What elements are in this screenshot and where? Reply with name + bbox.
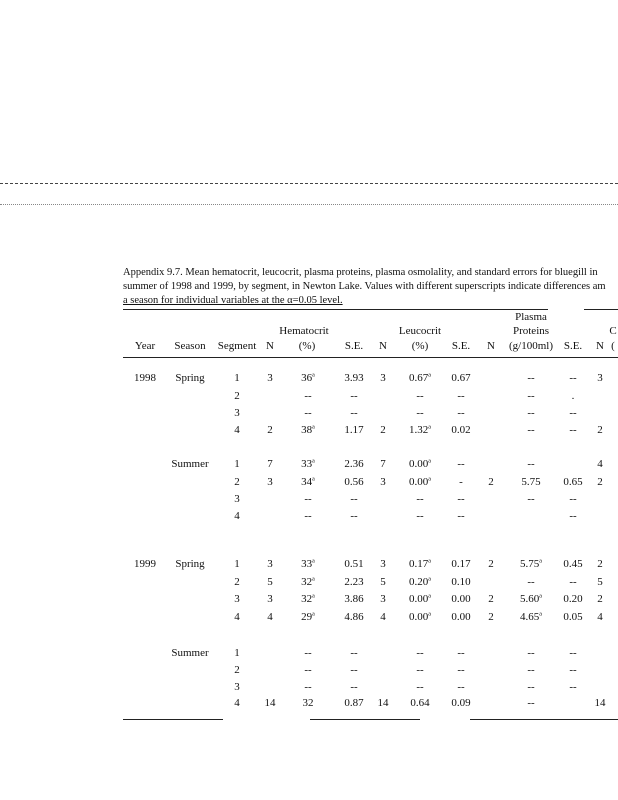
header-se: S.E. bbox=[563, 340, 583, 352]
cell-season: Spring bbox=[175, 372, 205, 384]
cell-leucocrit-n: 14 bbox=[377, 697, 389, 709]
cell-plasma-proteins: -- bbox=[527, 390, 535, 402]
cell-hematocrit-se: -- bbox=[350, 664, 358, 676]
header-year: Year bbox=[134, 340, 156, 352]
cell-leucocrit-se: -- bbox=[457, 510, 465, 522]
cell-segment: 2 bbox=[234, 576, 240, 588]
cell-segment: 3 bbox=[234, 493, 240, 505]
cell-plasma-proteins: -- bbox=[527, 697, 535, 709]
header-plasma-proteins: Proteins bbox=[512, 325, 550, 337]
cell-hematocrit: 32 bbox=[302, 697, 314, 709]
header-top-rule bbox=[123, 309, 548, 310]
cell-leucocrit-se: 0.09 bbox=[451, 697, 471, 709]
cell-hematocrit-se: 1.17 bbox=[344, 424, 364, 436]
header-segment: Segment bbox=[217, 340, 257, 352]
cell-hematocrit-se: 2.23 bbox=[344, 576, 364, 588]
cell-leucocrit: 0.00$^a$ bbox=[409, 593, 431, 605]
header-osmolality-unit-partial: ( bbox=[611, 340, 615, 352]
superscript-letter: a bbox=[312, 611, 315, 618]
cell-plasma-proteins: 5.75 bbox=[521, 476, 541, 488]
cell-plasma-se: 0.05 bbox=[563, 611, 583, 623]
cell-hematocrit: 33$^a$ bbox=[301, 558, 315, 570]
cell-leucocrit-se: 0.10 bbox=[451, 576, 471, 588]
cell-plasma-se: -- bbox=[569, 664, 577, 676]
caption-line: Appendix 9.7. Mean hematocrit, leucocrit, plasma proteins, plasma osmolality, and standard errors for bluegill in bbox=[123, 267, 598, 278]
cell-plasma-se: -- bbox=[569, 424, 577, 436]
cell-plasma-n: 2 bbox=[488, 558, 494, 570]
cell-osmolality-n: 2 bbox=[597, 476, 603, 488]
cell-plasma-proteins: -- bbox=[527, 576, 535, 588]
cell-plasma-proteins: -- bbox=[527, 664, 535, 676]
cell-season: Spring bbox=[175, 558, 205, 570]
table-caption bbox=[123, 266, 618, 308]
cell-leucocrit: -- bbox=[416, 647, 424, 659]
cell-hematocrit-se: 3.86 bbox=[344, 593, 364, 605]
superscript-letter: a bbox=[312, 558, 315, 565]
cell-hematocrit-se: 0.51 bbox=[344, 558, 364, 570]
superscript-letter: a bbox=[428, 372, 431, 379]
cell-hematocrit: 32$^a$ bbox=[301, 593, 315, 605]
cell-hematocrit-se: -- bbox=[350, 681, 358, 693]
superscript-letter: a bbox=[539, 593, 542, 600]
cell-leucocrit: 0.20$^a$ bbox=[409, 576, 431, 588]
cell-plasma-se: -- bbox=[569, 681, 577, 693]
cell-segment: 2 bbox=[234, 390, 240, 402]
cell-plasma-proteins: -- bbox=[527, 458, 535, 470]
cell-plasma-proteins: 5.60$^a$ bbox=[520, 593, 542, 605]
cell-plasma-proteins: 5.75$^a$ bbox=[520, 558, 542, 570]
cell-segment: 2 bbox=[234, 476, 240, 488]
cell-leucocrit-se: 0.00 bbox=[451, 593, 471, 605]
cell-plasma-n: 2 bbox=[488, 476, 494, 488]
cell-plasma-proteins: -- bbox=[527, 424, 535, 436]
cell-osmolality-n: 2 bbox=[597, 593, 603, 605]
cell-hematocrit-se: -- bbox=[350, 493, 358, 505]
cell-segment: 1 bbox=[234, 458, 240, 470]
header-osmolality-partial: C bbox=[609, 325, 617, 337]
cell-hematocrit-se: -- bbox=[350, 647, 358, 659]
cell-hematocrit-n: 4 bbox=[267, 611, 273, 623]
cell-leucocrit-se: -- bbox=[457, 664, 465, 676]
cell-year: 1999 bbox=[134, 558, 156, 570]
cell-hematocrit-n: 3 bbox=[267, 372, 273, 384]
cell-leucocrit: -- bbox=[416, 407, 424, 419]
cell-leucocrit-se: -- bbox=[457, 390, 465, 402]
superscript-letter: a bbox=[312, 372, 315, 379]
cell-plasma-proteins: -- bbox=[527, 407, 535, 419]
cell-year: 1998 bbox=[134, 372, 156, 384]
superscript-letter: a bbox=[312, 576, 315, 583]
table-bottom-rule bbox=[123, 719, 223, 720]
cell-leucocrit: -- bbox=[416, 664, 424, 676]
cell-leucocrit: -- bbox=[416, 493, 424, 505]
cell-plasma-se: 0.20 bbox=[563, 593, 583, 605]
cell-hematocrit-n: 3 bbox=[267, 476, 273, 488]
superscript-letter: a bbox=[428, 593, 431, 600]
cell-osmolality-n: 2 bbox=[597, 558, 603, 570]
superscript-letter: a bbox=[312, 593, 315, 600]
header-plasma: Plasma bbox=[515, 311, 547, 323]
cell-hematocrit-se: -- bbox=[350, 510, 358, 522]
cell-osmolality-n: 4 bbox=[597, 611, 603, 623]
cell-hematocrit-se: 4.86 bbox=[344, 611, 364, 623]
header-hematocrit-unit: (%) bbox=[298, 340, 316, 352]
cell-hematocrit: -- bbox=[304, 407, 312, 419]
cell-hematocrit: 32$^a$ bbox=[301, 576, 315, 588]
cell-hematocrit: 36$^a$ bbox=[301, 372, 315, 384]
cell-segment: 1 bbox=[234, 372, 240, 384]
cell-plasma-proteins: -- bbox=[527, 647, 535, 659]
cell-leucocrit-se: -- bbox=[457, 407, 465, 419]
cell-osmolality-n: 14 bbox=[594, 697, 606, 709]
cell-segment: 2 bbox=[234, 664, 240, 676]
header-bottom-rule bbox=[123, 357, 618, 358]
cell-hematocrit-se: 0.87 bbox=[344, 697, 364, 709]
cell-plasma-se: 0.45 bbox=[563, 558, 583, 570]
cell-leucocrit: -- bbox=[416, 681, 424, 693]
cell-hematocrit-se: -- bbox=[350, 407, 358, 419]
cell-plasma-proteins: -- bbox=[527, 681, 535, 693]
header-n: N bbox=[266, 340, 274, 352]
cell-segment: 1 bbox=[234, 558, 240, 570]
cell-hematocrit: -- bbox=[304, 647, 312, 659]
cell-plasma-se: -- bbox=[569, 493, 577, 505]
cell-leucocrit-n: 3 bbox=[380, 372, 386, 384]
cell-osmolality-n: 4 bbox=[597, 458, 603, 470]
cell-hematocrit-n: 14 bbox=[264, 697, 276, 709]
cell-segment: 4 bbox=[234, 424, 240, 436]
superscript-letter: a bbox=[428, 458, 431, 465]
cell-leucocrit: -- bbox=[416, 510, 424, 522]
cell-hematocrit: -- bbox=[304, 493, 312, 505]
cell-leucocrit-n: 3 bbox=[380, 593, 386, 605]
cell-plasma-se: 0.65 bbox=[563, 476, 583, 488]
cell-leucocrit-se: 0.00 bbox=[451, 611, 471, 623]
cell-leucocrit-n: 7 bbox=[380, 458, 386, 470]
superscript-letter: a bbox=[428, 558, 431, 565]
header-season: Season bbox=[174, 340, 206, 352]
header-leucocrit-unit: (%) bbox=[411, 340, 429, 352]
scan-artifact-line bbox=[0, 183, 618, 184]
superscript-letter: a bbox=[428, 476, 431, 483]
header-leucocrit: Leucocrit bbox=[398, 325, 442, 337]
cell-leucocrit: 1.32$^a$ bbox=[409, 424, 431, 436]
cell-leucocrit-n: 4 bbox=[380, 611, 386, 623]
superscript-letter: a bbox=[428, 611, 431, 618]
cell-segment: 4 bbox=[234, 510, 240, 522]
superscript-letter: a bbox=[539, 611, 542, 618]
header-n: N bbox=[487, 340, 495, 352]
cell-leucocrit-se: 0.67 bbox=[451, 372, 471, 384]
cell-leucocrit-se: 0.17 bbox=[451, 558, 471, 570]
cell-leucocrit-n: 5 bbox=[380, 576, 386, 588]
table-bottom-rule bbox=[470, 719, 618, 720]
cell-plasma-se: -- bbox=[569, 647, 577, 659]
cell-hematocrit: 38$^a$ bbox=[301, 424, 315, 436]
cell-segment: 1 bbox=[234, 647, 240, 659]
cell-hematocrit: -- bbox=[304, 510, 312, 522]
superscript-letter: a bbox=[312, 424, 315, 431]
header-n: N bbox=[379, 340, 387, 352]
cell-season: Summer bbox=[171, 647, 209, 659]
header-se: S.E. bbox=[451, 340, 471, 352]
header-plasma-unit: (g/100ml) bbox=[509, 340, 553, 352]
cell-hematocrit-n: 5 bbox=[267, 576, 273, 588]
header-top-rule-right bbox=[584, 309, 618, 310]
superscript-letter: a bbox=[312, 476, 315, 483]
cell-leucocrit-se: 0.02 bbox=[451, 424, 471, 436]
cell-hematocrit: -- bbox=[304, 664, 312, 676]
cell-leucocrit: 0.00$^a$ bbox=[409, 611, 431, 623]
cell-osmolality-n: 5 bbox=[597, 576, 603, 588]
table-bottom-rule bbox=[310, 719, 420, 720]
cell-leucocrit: 0.64 bbox=[410, 697, 430, 709]
cell-hematocrit: 34$^a$ bbox=[301, 476, 315, 488]
cell-segment: 3 bbox=[234, 593, 240, 605]
cell-leucocrit: 0.67$^a$ bbox=[409, 372, 431, 384]
cell-hematocrit-n: 3 bbox=[267, 593, 273, 605]
cell-hematocrit: 29$^a$ bbox=[301, 611, 315, 623]
superscript-letter: a bbox=[428, 424, 431, 431]
cell-plasma-proteins: -- bbox=[527, 372, 535, 384]
cell-plasma-proteins: 4.65$^a$ bbox=[520, 611, 542, 623]
cell-plasma-se: -- bbox=[569, 372, 577, 384]
superscript-letter: a bbox=[312, 458, 315, 465]
cell-hematocrit: -- bbox=[304, 681, 312, 693]
cell-leucocrit: 0.00$^a$ bbox=[409, 476, 431, 488]
cell-plasma-n: 2 bbox=[488, 593, 494, 605]
cell-plasma-se: . bbox=[571, 390, 575, 402]
cell-segment: 3 bbox=[234, 407, 240, 419]
cell-plasma-se: -- bbox=[569, 407, 577, 419]
cell-hematocrit-se: -- bbox=[350, 390, 358, 402]
cell-leucocrit: -- bbox=[416, 390, 424, 402]
cell-hematocrit-n: 7 bbox=[267, 458, 273, 470]
header-n: N bbox=[596, 340, 604, 352]
cell-hematocrit: -- bbox=[304, 390, 312, 402]
superscript-letter: a bbox=[428, 576, 431, 583]
cell-hematocrit-se: 3.93 bbox=[344, 372, 364, 384]
cell-plasma-n: 2 bbox=[488, 611, 494, 623]
cell-leucocrit-se: -- bbox=[457, 681, 465, 693]
cell-osmolality-n: 3 bbox=[597, 372, 603, 384]
cell-hematocrit-n: 2 bbox=[267, 424, 273, 436]
cell-segment: 4 bbox=[234, 697, 240, 709]
caption-line: summer of 1998 and 1999, by segment, in Newton Lake. Values with different superscripts indicate differences am bbox=[123, 281, 606, 292]
cell-leucocrit-se: -- bbox=[457, 647, 465, 659]
cell-hematocrit-n: 3 bbox=[267, 558, 273, 570]
cell-segment: 4 bbox=[234, 611, 240, 623]
cell-hematocrit: 33$^a$ bbox=[301, 458, 315, 470]
cell-hematocrit-se: 2.36 bbox=[344, 458, 364, 470]
cell-leucocrit-n: 3 bbox=[380, 558, 386, 570]
cell-leucocrit-n: 2 bbox=[380, 424, 386, 436]
header-hematocrit: Hematocrit bbox=[279, 325, 329, 337]
caption-line: a season for individual variables at the α=0.05 level. bbox=[123, 295, 343, 306]
cell-leucocrit: 0.17$^a$ bbox=[409, 558, 431, 570]
cell-leucocrit: 0.00$^a$ bbox=[409, 458, 431, 470]
cell-leucocrit-se: -- bbox=[457, 493, 465, 505]
cell-plasma-se: -- bbox=[569, 510, 577, 522]
cell-season: Summer bbox=[171, 458, 209, 470]
cell-leucocrit-se: -- bbox=[457, 458, 465, 470]
cell-osmolality-n: 2 bbox=[597, 424, 603, 436]
scan-artifact-line bbox=[0, 204, 618, 205]
cell-hematocrit-se: 0.56 bbox=[344, 476, 364, 488]
superscript-letter: a bbox=[539, 558, 542, 565]
cell-segment: 3 bbox=[234, 681, 240, 693]
header-se: S.E. bbox=[344, 340, 364, 352]
cell-plasma-se: -- bbox=[569, 576, 577, 588]
cell-plasma-proteins: -- bbox=[527, 493, 535, 505]
cell-leucocrit-n: 3 bbox=[380, 476, 386, 488]
cell-leucocrit-se: - bbox=[459, 476, 463, 488]
